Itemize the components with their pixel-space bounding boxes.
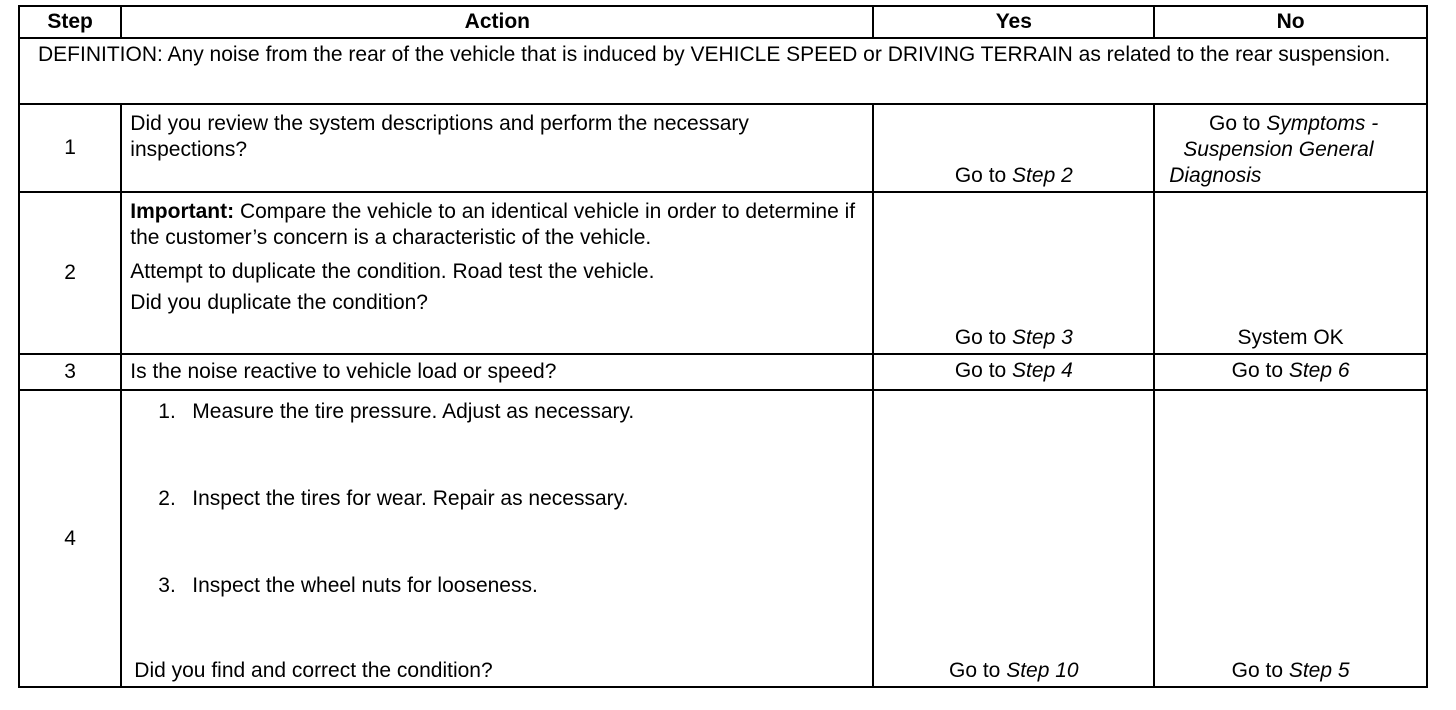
action-cell: Did you review the system descriptions and perform the necessary inspections?	[121, 104, 873, 192]
step-number: 3	[19, 354, 121, 390]
important-text: Compare the vehicle to an identical vehicle in order to determine if the customer’s concern is a characteristic of the vehicle.	[130, 200, 856, 249]
table-row	[19, 192, 1427, 354]
no-prefix: Go to	[1231, 359, 1289, 382]
header-no: No	[1154, 6, 1427, 38]
item-number: 2.	[158, 487, 176, 510]
item-text: Inspect the wheel nuts for looseness.	[192, 574, 538, 597]
action-cell	[121, 390, 873, 687]
yes-prefix: Go to	[954, 359, 1013, 382]
action-cell	[121, 192, 873, 354]
action-question: Did you duplicate the condition?	[130, 291, 428, 314]
no-link-1: Symptoms -	[1266, 112, 1379, 135]
no-cell	[1154, 390, 1427, 687]
step-number: 4	[19, 390, 121, 687]
action-cell: Is the noise reactive to vehicle load or speed?	[121, 354, 873, 390]
item-number: 3.	[158, 574, 176, 597]
yes-cell	[873, 354, 1154, 390]
header-row	[19, 6, 1427, 38]
list-item	[158, 399, 634, 425]
no-link: Step 6	[1288, 359, 1350, 382]
no-link-2: Suspension General	[1183, 138, 1374, 161]
action-instruction: Attempt to duplicate the condition. Road test the vehicle.	[130, 260, 655, 283]
item-text: Inspect the tires for wear. Repair as necessary.	[192, 487, 629, 510]
table-row	[19, 390, 1427, 687]
yes-cell	[873, 104, 1154, 192]
no-cell	[1154, 104, 1427, 192]
yes-prefix: Go to	[954, 326, 1013, 349]
yes-prefix: Go to	[949, 659, 1007, 682]
important-label: Important:	[130, 200, 235, 223]
diagnostic-table	[18, 5, 1428, 688]
header-action: Action	[121, 6, 873, 38]
yes-cell	[873, 390, 1154, 687]
header-yes: Yes	[873, 6, 1154, 38]
yes-prefix: Go to	[954, 164, 1013, 187]
yes-link: Step 4	[1012, 359, 1073, 382]
yes-link: Step 3	[1012, 326, 1073, 349]
action-question: Did you find and correct the condition?	[134, 659, 493, 682]
list-item	[158, 573, 538, 599]
no-prefix: Go to	[1231, 659, 1289, 682]
yes-link: Step 10	[1006, 659, 1079, 682]
header-step: Step	[19, 6, 121, 38]
table-row	[19, 104, 1427, 192]
list-item	[158, 486, 628, 512]
step-number: 1	[19, 104, 121, 192]
important-note	[130, 199, 864, 251]
definition-text: DEFINITION: Any noise from the rear of the vehicle that is induced by VEHICLE SPEED or DRIVING TERRAIN as related to the rear suspension.	[19, 38, 1427, 104]
item-text: Measure the tire pressure. Adjust as necessary.	[192, 400, 635, 423]
yes-link: Step 2	[1012, 164, 1073, 187]
yes-cell	[873, 192, 1154, 354]
no-line-1	[1169, 111, 1418, 137]
no-cell	[1154, 354, 1427, 390]
item-number: 1.	[158, 400, 176, 423]
no-link-3: Diagnosis	[1169, 164, 1262, 187]
step-number: 2	[19, 192, 121, 354]
no-link: Step 5	[1288, 659, 1350, 682]
definition-row	[19, 38, 1427, 104]
no-cell: System OK	[1154, 192, 1427, 354]
no-prefix: Go to	[1208, 112, 1267, 135]
table-row	[19, 354, 1427, 390]
